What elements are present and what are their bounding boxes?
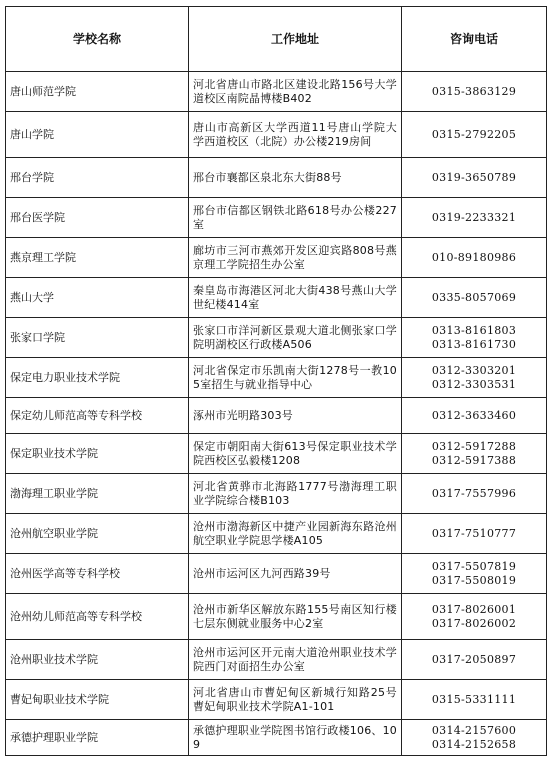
table-row xyxy=(6,514,547,554)
school-contact-table xyxy=(5,6,547,756)
consult-phone-cell xyxy=(402,514,547,554)
consult-phone-cell xyxy=(402,112,547,158)
phone-number: 0317-5508019 xyxy=(431,573,517,587)
consult-phone-cell xyxy=(402,158,547,198)
school-name-cell: 曹妃甸职业技术学院 xyxy=(6,680,189,720)
work-address-cell: 邢台市信都区钢铁北路618号办公楼227室 xyxy=(189,198,402,238)
work-address-cell: 沧州市新华区解放东路155号南区知行楼七层东侧就业服务中心2室 xyxy=(189,594,402,640)
phone-number: 0312-3303531 xyxy=(431,377,517,391)
phone-number: 0317-5507819 xyxy=(431,559,517,573)
school-name-cell: 燕京理工学院 xyxy=(6,238,189,278)
table-row xyxy=(6,158,547,198)
consult-phone-cell xyxy=(402,318,547,358)
consult-phone-cell xyxy=(402,554,547,594)
school-name-cell: 承德护理职业学院 xyxy=(6,720,189,756)
school-name-cell: 沧州幼儿师范高等专科学校 xyxy=(6,594,189,640)
header-consult-phone: 咨询电话 xyxy=(402,7,547,72)
school-name-cell: 保定职业技术学院 xyxy=(6,434,189,474)
work-address-cell: 保定市朝阳南大街613号保定职业技术学院西校区弘毅楼1208 xyxy=(189,434,402,474)
work-address-cell: 河北省唐山市曹妃甸区新城行知路25号曹妃甸职业技术学院A1-101 xyxy=(189,680,402,720)
table-row xyxy=(6,640,547,680)
phone-number: 0313-8161803 xyxy=(431,323,517,337)
header-school-name: 学校名称 xyxy=(6,7,189,72)
work-address-cell: 承德护理职业学院图书馆行政楼106、109 xyxy=(189,720,402,756)
header-work-address: 工作地址 xyxy=(189,7,402,72)
work-address-cell: 廊坊市三河市燕郊开发区迎宾路808号燕京理工学院招生办公室 xyxy=(189,238,402,278)
consult-phone-cell xyxy=(402,198,547,238)
table-row xyxy=(6,554,547,594)
phone-number: 0315-5331111 xyxy=(431,692,517,706)
school-name-cell: 保定幼儿师范高等专科学校 xyxy=(6,398,189,434)
school-name-cell: 邢台医学院 xyxy=(6,198,189,238)
work-address-cell: 沧州市渤海新区中捷产业园新海东路沧州航空职业学院思学楼A105 xyxy=(189,514,402,554)
consult-phone-cell xyxy=(402,680,547,720)
consult-phone-cell xyxy=(402,594,547,640)
phone-number: 0312-5917288 xyxy=(431,439,517,453)
phone-number: 0319-3650789 xyxy=(431,170,517,184)
consult-phone-cell xyxy=(402,398,547,434)
table-row xyxy=(6,680,547,720)
consult-phone-cell xyxy=(402,720,547,756)
consult-phone-cell xyxy=(402,358,547,398)
table-row xyxy=(6,112,547,158)
work-address-cell: 唐山市高新区大学西道11号唐山学院大学西道校区（北院）办公楼219房间 xyxy=(189,112,402,158)
consult-phone-cell xyxy=(402,640,547,680)
phone-number: 0313-8161730 xyxy=(431,337,517,351)
work-address-cell: 沧州市运河区开元南大道沧州职业技术学院西门对面招生办公室 xyxy=(189,640,402,680)
phone-number: 010-89180986 xyxy=(431,250,517,264)
consult-phone-cell xyxy=(402,474,547,514)
school-name-cell: 邢台学院 xyxy=(6,158,189,198)
school-name-cell: 沧州职业技术学院 xyxy=(6,640,189,680)
table-body xyxy=(6,72,547,756)
table-row xyxy=(6,720,547,756)
school-name-cell: 唐山师范学院 xyxy=(6,72,189,112)
work-address-cell: 河北省保定市乐凯南大街1278号一教105室招生与就业指导中心 xyxy=(189,358,402,398)
table-row xyxy=(6,278,547,318)
school-name-cell: 燕山大学 xyxy=(6,278,189,318)
consult-phone-cell xyxy=(402,72,547,112)
table-row xyxy=(6,398,547,434)
table-row xyxy=(6,358,547,398)
phone-number: 0317-8026002 xyxy=(431,616,517,630)
phone-number: 0317-7510777 xyxy=(431,526,517,540)
school-name-cell: 沧州医学高等专科学校 xyxy=(6,554,189,594)
work-address-cell: 张家口市洋河新区景观大道北侧张家口学院明湖校区行政楼A506 xyxy=(189,318,402,358)
phone-number: 0314-2152658 xyxy=(431,737,517,751)
phone-number: 0317-8026001 xyxy=(431,602,517,616)
table-row xyxy=(6,594,547,640)
consult-phone-cell xyxy=(402,434,547,474)
school-name-cell: 唐山学院 xyxy=(6,112,189,158)
phone-number: 0315-3863129 xyxy=(431,84,517,98)
table-row xyxy=(6,474,547,514)
table-row xyxy=(6,318,547,358)
school-name-cell: 沧州航空职业学院 xyxy=(6,514,189,554)
consult-phone-cell xyxy=(402,238,547,278)
phone-number: 0312-3303201 xyxy=(431,363,517,377)
consult-phone-cell xyxy=(402,278,547,318)
work-address-cell: 沧州市运河区九河西路39号 xyxy=(189,554,402,594)
table-header-row xyxy=(6,7,547,72)
work-address-cell: 河北省唐山市路北区建设北路156号大学道校区南院晶博楼B402 xyxy=(189,72,402,112)
school-name-cell: 张家口学院 xyxy=(6,318,189,358)
phone-number: 0314-2157600 xyxy=(431,723,517,737)
phone-number: 0312-3633460 xyxy=(431,408,517,422)
school-name-cell: 保定电力职业技术学院 xyxy=(6,358,189,398)
work-address-cell: 涿州市光明路303号 xyxy=(189,398,402,434)
work-address-cell: 秦皇岛市海港区河北大街438号燕山大学世纪楼414室 xyxy=(189,278,402,318)
phone-number: 0317-2050897 xyxy=(431,652,517,666)
table-row xyxy=(6,434,547,474)
phone-number: 0312-5917388 xyxy=(431,453,517,467)
phone-number: 0335-8057069 xyxy=(431,290,517,304)
table-row xyxy=(6,72,547,112)
work-address-cell: 邢台市襄都区泉北东大街88号 xyxy=(189,158,402,198)
school-name-cell: 渤海理工职业学院 xyxy=(6,474,189,514)
phone-number: 0317-7557996 xyxy=(431,486,517,500)
work-address-cell: 河北省黄骅市北海路1777号渤海理工职业学院综合楼B103 xyxy=(189,474,402,514)
phone-number: 0315-2792205 xyxy=(431,127,517,141)
table-row xyxy=(6,198,547,238)
phone-number: 0319-2233321 xyxy=(431,210,517,224)
table-row xyxy=(6,238,547,278)
